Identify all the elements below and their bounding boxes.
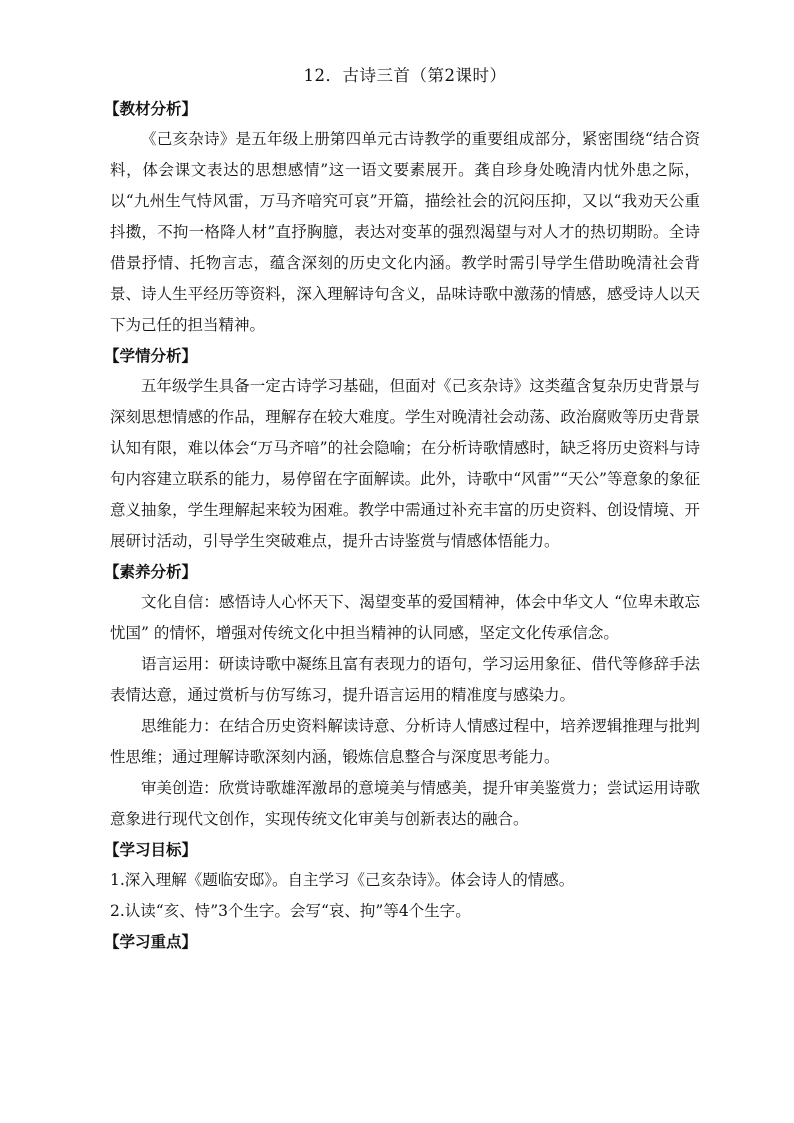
goal-item: 1.深入理解《题临安邸》。自主学习《己亥杂诗》。体会诗人的情感。 bbox=[110, 871, 575, 889]
section-heading-students: 【学情分析】 bbox=[104, 347, 198, 365]
literacy-language-paragraph: 语言运用：研读诗歌中凝练且富有表现力的语句，学习运用象征、借代等修辞手法表情达意，通过赏析与仿写练习，提升语言运用的精准度与感染力。 bbox=[110, 655, 700, 704]
literacy-aesthetic-paragraph: 审美创造：欣赏诗歌雄浑激昂的意境美与情感美，提升审美鉴赏力；尝试运用诗歌意象进行现代文创作，实现传统文化审美与创新表达的融合。 bbox=[110, 779, 700, 828]
lesson-title: 12．古诗三首（第2课时） bbox=[303, 66, 507, 85]
section-heading-textbook: 【教材分析】 bbox=[104, 100, 198, 118]
section-heading-goals: 【学习目标】 bbox=[104, 841, 198, 859]
literacy-culture-paragraph: 文化自信：感悟诗人心怀天下、渴望变革的爱国精神，体会中华文人 “位卑未敢忘忧国” 的情怀，增强对传统文化中担当精神的认同感，坚定文化传承信念。 bbox=[110, 593, 700, 642]
textbook-analysis-paragraph: 《己亥杂诗》是五年级上册第四单元古诗教学的重要组成部分，紧密围绕“结合资料，体会课文表达的思想感情”这一语文要素展开。龚自珍身处晚清内忧外患之际，以“九州生气恃风雷，万马齐喑究可哀”开篇，描绘社会的沉闷压抑，又以“我劝天公重抖擞，不拘一格降人材”直抒胸臆，表达对变革的强烈渴望与对人才的热切期盼。全诗借景抒情、托物言志，蕴含深刻的历史文化内涵。教学时需引导学生借助晚清社会背景、诗人生平经历等资料，深入理解诗句含义，品味诗歌中激荡的情感，感受诗人以天下为己任的担当精神。 bbox=[110, 130, 700, 334]
document-page bbox=[104, 62, 700, 957]
section-heading-focus: 【学习重点】 bbox=[104, 933, 198, 951]
goal-item: 2.认读“亥、恃”3个生字。会写“哀、拘”等4个生字。 bbox=[110, 902, 471, 920]
section-heading-literacy: 【素养分析】 bbox=[104, 563, 198, 581]
student-analysis-paragraph: 五年级学生具备一定古诗学习基础，但面对《己亥杂诗》这类蕴含复杂历史背景与深刻思想情感的作品，理解存在较大难度。学生对晚清社会动荡、政治腐败等历史背景认知有限，难以体会“万马齐喑”的社会隐喻；在分析诗歌情感时，缺乏将历史资料与诗句内容建立联系的能力，易停留在字面解读。此外，诗歌中“风雷”“天公”等意象的象征意义抽象，学生理解起来较为困难。教学中需通过补充丰富的历史资料、创设情境、开展研讨活动，引导学生突破难点，提升古诗鉴赏与情感体悟能力。 bbox=[110, 377, 700, 550]
literacy-thinking-paragraph: 思维能力：在结合历史资料解读诗意、分析诗人情感过程中，培养逻辑推理与批判性思维；通过理解诗歌深刻内涵，锻炼信息整合与深度思考能力。 bbox=[110, 717, 700, 766]
